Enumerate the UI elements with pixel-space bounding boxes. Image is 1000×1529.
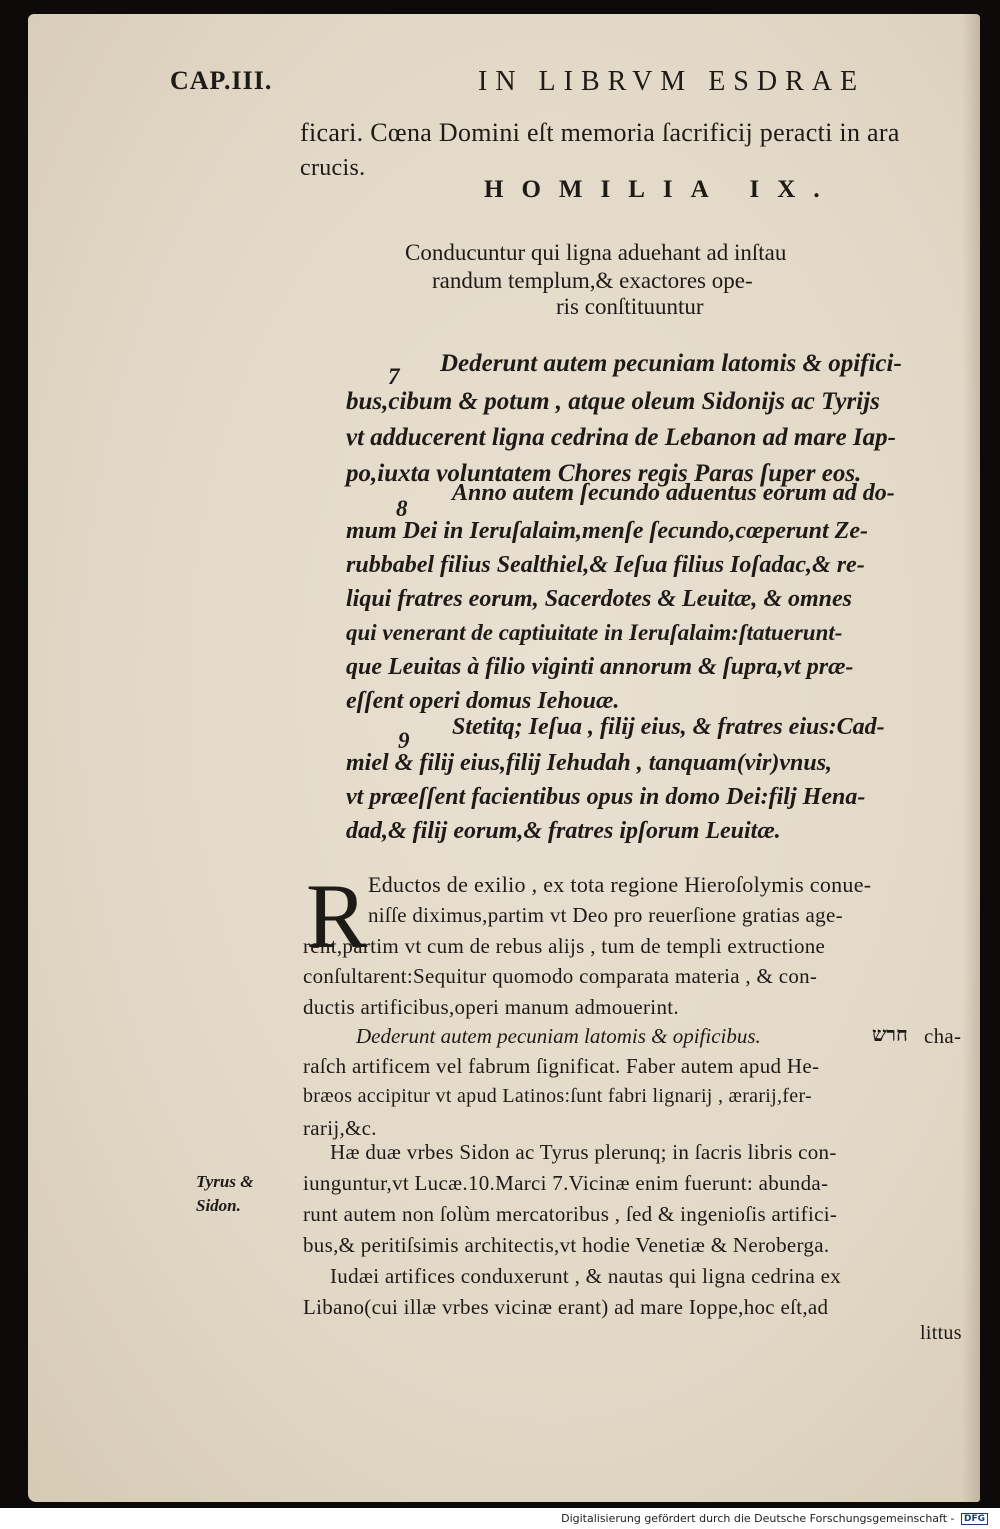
margin-note: Sidon. — [196, 1196, 241, 1215]
drop-capital: R — [306, 865, 368, 967]
verse-line: Anno autem ſecundo aduentus eorum ad do- — [452, 480, 895, 506]
commentary-line: ductis artificibus,operi manum admouerint. — [303, 995, 679, 1019]
dfg-logo: DFG — [961, 1513, 988, 1525]
text-line: ficari. Cœna Domini eſt memoria ſacrificij peracti in ara — [300, 118, 900, 147]
verse-line: eſſent operi domus Iehouæ. — [346, 688, 620, 714]
verse-line: mum Dei in Ieruſalaim,menſe ſecundo,cœperunt Ze- — [346, 518, 868, 544]
summary-line: Conducuntur qui ligna aduehant ad inſtau — [405, 240, 787, 265]
verse-line: que Leuitas à filio viginti annorum & ſupra,vt præ- — [346, 654, 854, 680]
verse-line: Dederunt autem pecuniam latomis & opifici- — [440, 350, 902, 377]
commentary-line: niſſe diximus,partim vt Deo pro reuerſione gratias age- — [368, 903, 843, 927]
verse-line: Stetitq; Ieſua , filij eius, & fratres eius:Cad- — [452, 714, 885, 740]
commentary-line: rarij,&c. — [303, 1116, 377, 1140]
summary-line: ris conſtituuntur — [556, 294, 704, 319]
verse-number: 7 — [388, 364, 400, 389]
commentary-line: cha- — [924, 1024, 962, 1048]
running-title: IN LIBRVM ESDRAE — [478, 66, 866, 97]
credit-text: Digitalisierung gefördert durch die Deutsche Forschungsgemeinschaft - — [561, 1512, 955, 1525]
commentary-lemma: Dederunt autem pecuniam latomis & opificibus. — [356, 1024, 761, 1048]
commentary-line: Hæ duæ vrbes Sidon ac Tyrus plerunq; in ſacris libris con- — [330, 1140, 837, 1164]
homily-title: HOMILIA IX. — [484, 176, 838, 203]
commentary-line: iunguntur,vt Lucæ.10.Marci 7.Vicinæ enim fuerunt: abunda- — [303, 1171, 829, 1195]
commentary-line: runt autem non ſolùm mercatoribus , ſed & ingenioſis artifici- — [303, 1202, 838, 1226]
commentary-line: Eductos de exilio , ex tota regione Hieroſolymis conue- — [368, 872, 872, 897]
verse-number: 8 — [396, 496, 408, 521]
commentary-line: Iudæi artifices conduxerunt , & nautas qui ligna cedrina ex — [330, 1264, 842, 1288]
summary-line: randum templum,& exactores ope- — [432, 268, 753, 293]
catchword: littus — [920, 1322, 962, 1344]
margin-note: Tyrus & — [196, 1172, 254, 1191]
verse-line: vt adducerent ligna cedrina de Lebanon ad mare Iap- — [346, 424, 896, 451]
chapter-heading: CAP.III. — [170, 66, 273, 95]
commentary-line: rent,partim vt cum de rebus alijs , tum de templi extructione — [303, 934, 826, 958]
verse-line: qui venerant de captiuitate in Ieruſalaim:ſtatuerunt- — [346, 620, 843, 645]
verse-line: miel & filij eius,filij Iehudah , tanquam(vir)vnus, — [346, 750, 833, 776]
text-line: crucis. — [300, 155, 366, 181]
verse-line: bus,cibum & potum , atque oleum Sidonijs ac Tyrijs — [346, 388, 880, 415]
verse-line: dad,& filij eorum,& fratres ipſorum Leuitæ. — [346, 818, 781, 844]
verse-number: 9 — [398, 728, 410, 753]
commentary-line: bus,& peritiſsimis architectis,vt hodie Venetiæ & Neroberga. — [303, 1233, 830, 1257]
commentary-line: Libano(cui illæ vrbes vicinæ erant) ad mare Ioppe,hoc eſt,ad — [303, 1295, 829, 1319]
digitization-credit — [561, 1512, 988, 1525]
verse-line: vt præeſſent facientibus opus in domo Dei:filj Hena- — [346, 784, 866, 810]
commentary-line: bræos accipitur vt apud Latinos:ſunt fabri lignarij , ærarij,fer- — [303, 1085, 812, 1107]
verse-line: rubbabel filius Sealthiel,& Ieſua filius Ioſadac,& re- — [346, 552, 865, 578]
verse-line: po,iuxta voluntatem Chores regis Paras ſuper eos. — [346, 460, 862, 487]
hebrew-word: חרש — [872, 1022, 908, 1046]
verse-line: liqui fratres eorum, Sacerdotes & Leuitæ, & omnes — [346, 586, 853, 612]
commentary-line: raſch artificem vel fabrum ſignificat. Faber autem apud He- — [303, 1054, 820, 1078]
commentary-line: conſultarent:Sequitur quomodo comparata materia , & con- — [303, 964, 818, 988]
